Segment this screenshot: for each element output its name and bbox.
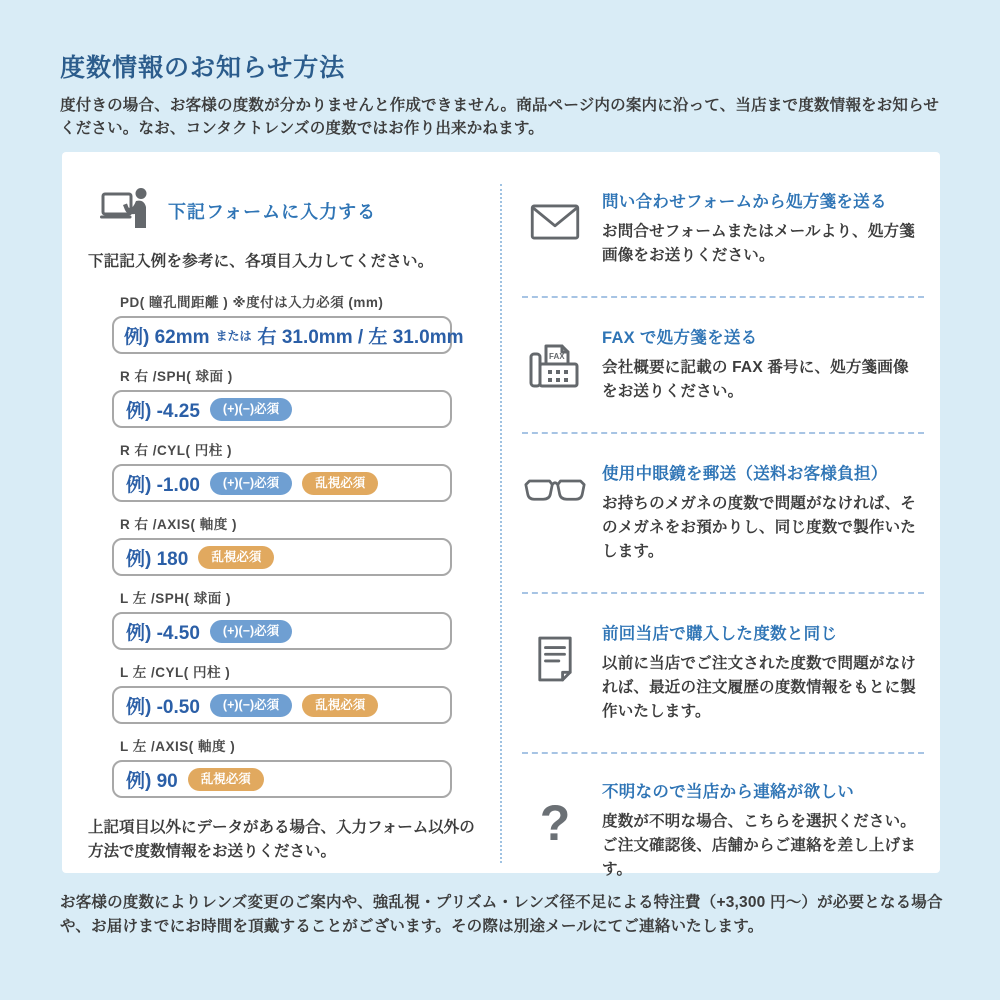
field-example-connector: または bbox=[215, 328, 252, 343]
field-example-value: 右 31.0mm / 左 31.0mm bbox=[257, 326, 464, 348]
field-example-value: 例) 62mm bbox=[124, 326, 210, 348]
field-label: R 右 /SPH( 球面 ) bbox=[120, 369, 233, 384]
astigmatism-badge: 乱視必須 bbox=[302, 472, 378, 495]
method-item-fax bbox=[522, 298, 924, 434]
field-example-value: 例) -4.25 bbox=[126, 400, 200, 422]
method-item-unknown bbox=[522, 754, 924, 910]
field-example-value: 例) 180 bbox=[126, 548, 189, 570]
method-body: 度数が不明な場合、こちらを選択ください。ご注文確認後、店舗からご連絡を差し上げます。 bbox=[602, 813, 917, 879]
field-example-box bbox=[112, 686, 452, 724]
field-row-r-axis bbox=[112, 513, 500, 576]
plus-minus-badge: (+)(−)必須 bbox=[210, 398, 292, 421]
field-row-l-axis bbox=[112, 735, 500, 798]
field-example-box bbox=[112, 390, 452, 428]
field-example-box bbox=[112, 464, 452, 502]
field-row-l-cyl bbox=[112, 661, 500, 724]
document-icon bbox=[522, 620, 588, 724]
field-example-box bbox=[112, 760, 452, 798]
astigmatism-badge: 乱視必須 bbox=[188, 768, 264, 791]
form-heading: 下記フォームに入力する bbox=[168, 201, 377, 222]
field-row-pd bbox=[112, 291, 500, 354]
method-title: 使用中眼鏡を郵送（送料お客様負担） bbox=[602, 465, 888, 484]
field-example-value: 例) -4.50 bbox=[126, 622, 200, 644]
method-title: FAX で処方箋を送る bbox=[602, 329, 758, 348]
field-label: L 左 /SPH( 球面 ) bbox=[120, 591, 232, 606]
method-title: 前回当店で購入した度数と同じ bbox=[602, 625, 838, 644]
info-card bbox=[62, 152, 940, 879]
methods-column bbox=[502, 152, 940, 879]
field-row-r-cyl bbox=[112, 439, 500, 502]
field-label: L 左 /CYL( 円柱 ) bbox=[120, 665, 231, 680]
field-label: R 右 /AXIS( 軸度 ) bbox=[120, 517, 238, 532]
method-item-previous-order bbox=[522, 594, 924, 754]
plus-minus-badge: (+)(−)必須 bbox=[210, 694, 292, 717]
field-example-box bbox=[112, 612, 452, 650]
field-example-value: 例) -1.00 bbox=[126, 474, 200, 496]
plus-minus-badge: (+)(−)必須 bbox=[210, 472, 292, 495]
method-item-contact-form bbox=[522, 178, 924, 298]
method-title: 不明なので当店から連絡が欲しい bbox=[602, 783, 854, 802]
astigmatism-badge: 乱視必須 bbox=[198, 546, 274, 569]
footer-note: お客様の度数によりレンズ変更のご案内や、強乱視・プリズム・レンズ径不足による特注費（+3,300 円〜）が必要となる場合や、お届けまでにお時間を頂戴することがございます。その際は別途メールにてご連絡いたします。 bbox=[60, 894, 943, 936]
field-example-value: 例) 90 bbox=[126, 770, 178, 792]
glasses-icon bbox=[522, 460, 588, 564]
question-icon: ? bbox=[539, 795, 571, 852]
mail-icon bbox=[522, 188, 588, 268]
form-subheading: 下記記入例を参考に、各項目入力してください。 bbox=[88, 253, 434, 270]
svg-text:FAX: FAX bbox=[549, 352, 565, 362]
field-example-value: 例) -0.50 bbox=[126, 696, 200, 718]
field-example-box bbox=[112, 538, 452, 576]
method-body: お問合せフォームまたはメールより、処方箋画像をお送りください。 bbox=[602, 223, 915, 265]
form-note: 上記項目以外にデータがある場合、入力フォーム以外の方法で度数情報をお送りください。 bbox=[88, 819, 475, 861]
field-label: L 左 /AXIS( 軸度 ) bbox=[120, 739, 236, 754]
form-column bbox=[62, 152, 500, 873]
method-body: 以前に当店でご注文された度数で問題がなければ、最近の注文履歴の度数情報をもとに製作いたします。 bbox=[602, 655, 917, 721]
astigmatism-badge: 乱視必須 bbox=[302, 694, 378, 717]
form-rows bbox=[88, 291, 500, 798]
method-body: 会社概要に記載の FAX 番号に、処方箋画像をお送りください。 bbox=[602, 359, 909, 401]
presenter-icon bbox=[100, 186, 152, 235]
fax-icon bbox=[522, 324, 588, 404]
field-example-box bbox=[112, 316, 464, 354]
field-row-r-sph bbox=[112, 365, 500, 428]
form-header bbox=[88, 186, 500, 235]
method-item-mail-glasses bbox=[522, 434, 924, 594]
intro-text: 度付きの場合、お客様の度数が分かりませんと作成できません。商品ページ内の案内に沿って、当店まで度数情報をお知らせください。なお、コンタクトレンズの度数ではお作り出来かねます。 bbox=[60, 97, 940, 138]
plus-minus-badge: (+)(−)必須 bbox=[210, 620, 292, 643]
method-body: お持ちのメガネの度数で問題がなければ、そのメガネをお預かりし、同じ度数で製作いたします。 bbox=[602, 495, 917, 561]
page-title: 度数情報のお知らせ方法 bbox=[60, 54, 346, 82]
field-label: PD( 瞳孔間距離 ) ※度付は入力必須 (mm) bbox=[120, 295, 384, 310]
field-label: R 右 /CYL( 円柱 ) bbox=[120, 443, 232, 458]
method-title: 問い合わせフォームから処方箋を送る bbox=[602, 193, 887, 211]
field-row-l-sph bbox=[112, 587, 500, 650]
